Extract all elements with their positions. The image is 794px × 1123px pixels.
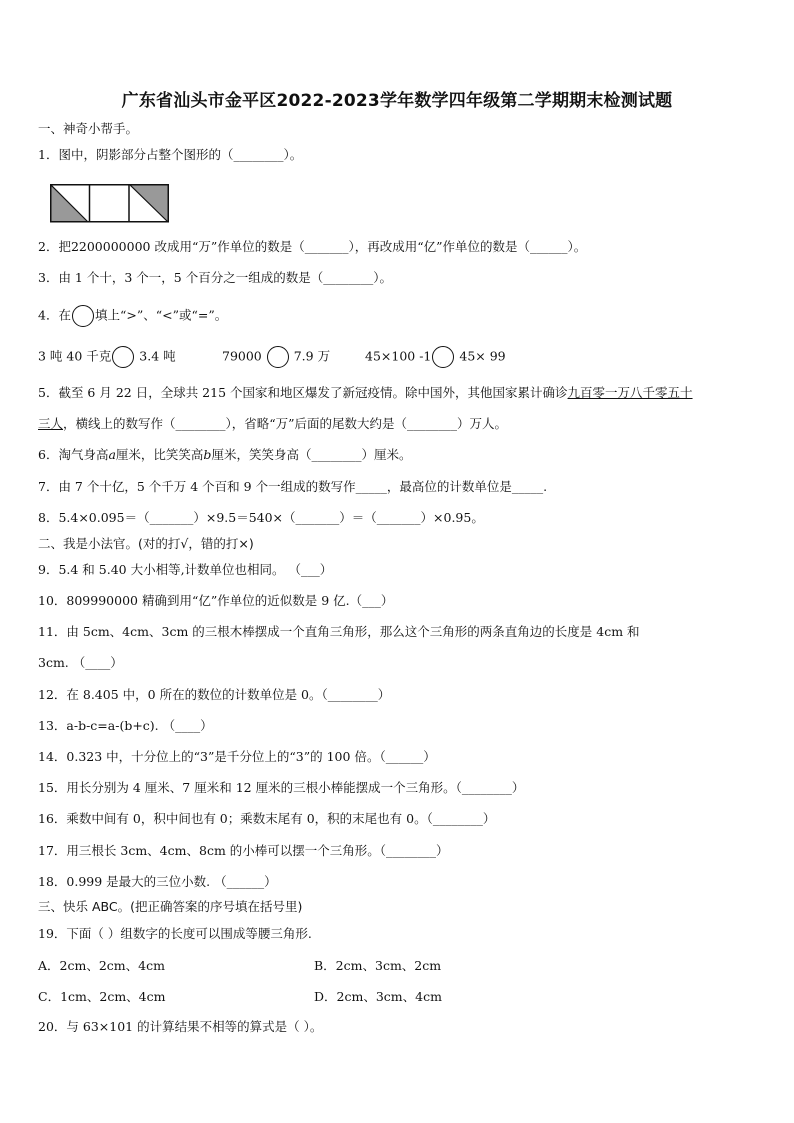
question-11-line-2: 3cm. （____） [38, 655, 123, 670]
question-5-line-2 [38, 415, 507, 433]
option-c[interactable]: C．1cm、2cm、4cm [38, 989, 166, 1004]
q6-text-c: 厘米，笑笑身高（________）厘米。 [211, 447, 412, 462]
question-15: 15．用长分别为 4 厘米、7 厘米和 12 厘米的三根小棒能摆成一个三角形。（________） [38, 780, 525, 795]
q5-text-2: ，横线上的数写作（________），省略“万”后面的尾数大约是（________）万人。 [63, 416, 508, 431]
comparison-item-2 [222, 346, 330, 368]
comparison-item-3 [365, 346, 506, 368]
question-6 [38, 446, 411, 464]
q6-text-b: 厘米，比笑笑高 [115, 447, 204, 462]
question-9: 9．5.4 和 5.40 大小相等,计数单位也相同。 （___） [38, 562, 333, 577]
q4-suffix: 填上“>”、“<”或“=”。 [94, 307, 228, 323]
option-d[interactable]: D．2cm、3cm、4cm [314, 989, 442, 1004]
question-4 [38, 305, 227, 327]
comparison-circle[interactable] [267, 346, 289, 368]
question-14: 14．0.323 中，十分位上的“3”是千分位上的“3”的 100 倍。（______） [38, 749, 436, 764]
comparison-left: 3 吨 40 千克 [38, 348, 112, 364]
q4-prefix: 4．在 [38, 307, 71, 323]
question-5-line-1 [38, 384, 693, 402]
comparison-right: 3.4 吨 [139, 348, 176, 364]
q5-underlined-number: 九百零一万八千零五十 [567, 385, 693, 400]
question-11-line-1: 11．由 5cm、4cm、3cm 的三根木棒摆成一个直角三角形，那么这个三角形的两条直角边的长度是 4cm 和 [38, 624, 640, 639]
question-19: 19．下面（ ）组数字的长度可以围成等腰三角形. [38, 926, 312, 941]
q5-underlined-end: 三人 [38, 416, 64, 431]
question-1: 1．图中，阴影部分占整个图形的（________）。 [38, 147, 303, 162]
q6-text-a: 6．淘气身高 [38, 447, 109, 462]
variable-a: a [108, 447, 116, 462]
question-17: 17．用三根长 3cm、4cm、8cm 的小棒可以摆一个三角形。（________） [38, 843, 449, 858]
comparison-right: 7.9 万 [293, 348, 331, 364]
option-a[interactable]: A．2cm、2cm、4cm [38, 958, 165, 973]
question-10: 10．809990000 精确到用“亿”作单位的近似数是 9 亿.（___） [38, 593, 394, 608]
question-2: 2．把2200000000 改成用“万”作单位的数是（_______），再改成用“亿”作单位的数是（______）。 [38, 239, 587, 254]
section-heading-3: 三、快乐 ABC。(把正确答案的序号填在括号里) [38, 899, 303, 914]
comparison-circle[interactable] [432, 346, 454, 368]
answer-circle[interactable] [72, 305, 94, 327]
variable-b: b [203, 447, 212, 462]
page-title: 广东省汕头市金平区2022-2023学年数学四年级第二学期期末检测试题 [121, 91, 673, 111]
question-16: 16．乘数中间有 0，积中间也有 0；乘数末尾有 0，积的末尾也有 0。（________） [38, 811, 496, 826]
comparison-right: 45× 99 [459, 348, 506, 364]
section-heading-2: 二、我是小法官。(对的打√，错的打×) [38, 536, 254, 551]
option-b[interactable]: B．2cm、3cm、2cm [314, 958, 442, 973]
question-13: 13．a-b-c=a-(b+c). （____） [38, 718, 213, 733]
question-18: 18．0.999 是最大的三位小数. （______） [38, 874, 277, 889]
comparison-item-1 [38, 346, 176, 368]
section-heading-1: 一、神奇小帮手。 [38, 121, 139, 136]
question-3: 3．由 1 个十，3 个一，5 个百分之一组成的数是（________）。 [38, 270, 392, 285]
comparison-left: 79000 [222, 348, 262, 364]
q5-text: 5．截至 6 月 22 日，全球共 215 个国家和地区爆发了新冠疫情。除中国外，其他国家累计确诊 [38, 385, 568, 400]
question-12: 12．在 8.405 中，0 所在的数位的计数单位是 0。（________） [38, 687, 391, 702]
question-8: 8．5.4×0.095＝（_______）×9.5＝540×（_______）＝（_______）×0.95。 [38, 510, 484, 525]
question-20: 20．与 63×101 的计算结果不相等的算式是（ ）。 [38, 1019, 323, 1034]
comparison-left: 45×100 -1 [365, 348, 432, 364]
shaded-squares-figure [50, 184, 170, 224]
question-7: 7．由 7 个十亿，5 个千万 4 个百和 9 个一组成的数写作_____，最高位的计数单位是_____. [38, 479, 548, 494]
comparison-circle[interactable] [112, 346, 134, 368]
